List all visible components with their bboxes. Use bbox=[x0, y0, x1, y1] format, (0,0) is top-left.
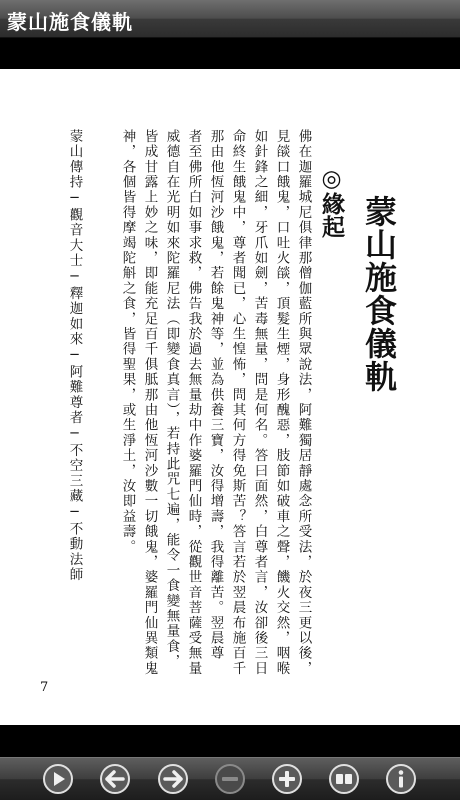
top-spacer bbox=[0, 38, 460, 69]
text-column: 皆成甘露上妙之味，即能充足百千俱胝那由他恆河沙數一切餓鬼，婆羅門仙異類鬼 bbox=[141, 129, 158, 677]
arrow-left-icon bbox=[99, 763, 131, 795]
text-column: 見燄口餓鬼，口吐火燄，頂髮生煙，身形醜惡，肢節如破車之聲，饑火交然，咽喉 bbox=[273, 129, 290, 677]
page-number: 7 bbox=[40, 680, 49, 695]
app-title: 蒙山施食儀軌 bbox=[7, 10, 133, 34]
info-icon bbox=[385, 763, 417, 795]
zoom-in-button[interactable] bbox=[270, 762, 304, 796]
document-page[interactable] bbox=[0, 69, 460, 725]
view-mode-button[interactable] bbox=[327, 762, 361, 796]
zoom-out-button[interactable] bbox=[213, 762, 247, 796]
text-column: 神，各個皆得摩竭陀斛之食，皆得聖果，或生淨土，汝即益壽。 bbox=[119, 129, 136, 555]
title-bar bbox=[0, 0, 460, 38]
next-page-button[interactable] bbox=[156, 762, 190, 796]
two-page-icon bbox=[328, 763, 360, 795]
text-column: 佛在迦羅城尼俱律那僧伽藍所與眾說法，阿難獨居靜處念所受法，於夜三更以後， bbox=[295, 129, 312, 677]
plus-icon bbox=[271, 763, 303, 795]
reader-toolbar bbox=[0, 757, 460, 800]
text-column: 如針鋒之細，牙爪如劍，苦毒無量，問是何名。答曰面然，白尊者言，汝卻後三日 bbox=[251, 129, 268, 677]
play-button[interactable] bbox=[41, 762, 75, 796]
arrow-right-icon bbox=[157, 763, 189, 795]
section-title: ◎緣起 bbox=[318, 165, 345, 238]
text-column: 威德自在光明如來陀羅尼法（即變食真言），若持此咒七遍，能令一食變無量食， bbox=[163, 129, 180, 670]
book-title: 蒙山施食儀軌 bbox=[360, 195, 398, 393]
minus-icon bbox=[214, 763, 246, 795]
text-column: 者至佛所白如事求救，佛告我於過去無量劫中作婆羅門仙時，從觀世音菩薩受無量 bbox=[185, 129, 202, 677]
text-column: 那由他恆河沙餓鬼，若餘鬼神等，並為供養三寶，汝得增壽，我得離苦。翌晨尊 bbox=[207, 129, 224, 661]
bottom-spacer bbox=[0, 725, 460, 757]
previous-page-button[interactable] bbox=[98, 762, 132, 796]
play-icon bbox=[42, 763, 74, 795]
text-column: 命終生餓鬼中，尊者聞已，心生惶怖，問其何方得免斯苦？答言若於翌晨布施百千 bbox=[229, 129, 246, 677]
lineage-column: 蒙山傳持─觀音大士─釋迦如來─阿難尊者─不空三藏─不動法師 bbox=[66, 129, 83, 583]
info-button[interactable] bbox=[384, 762, 418, 796]
